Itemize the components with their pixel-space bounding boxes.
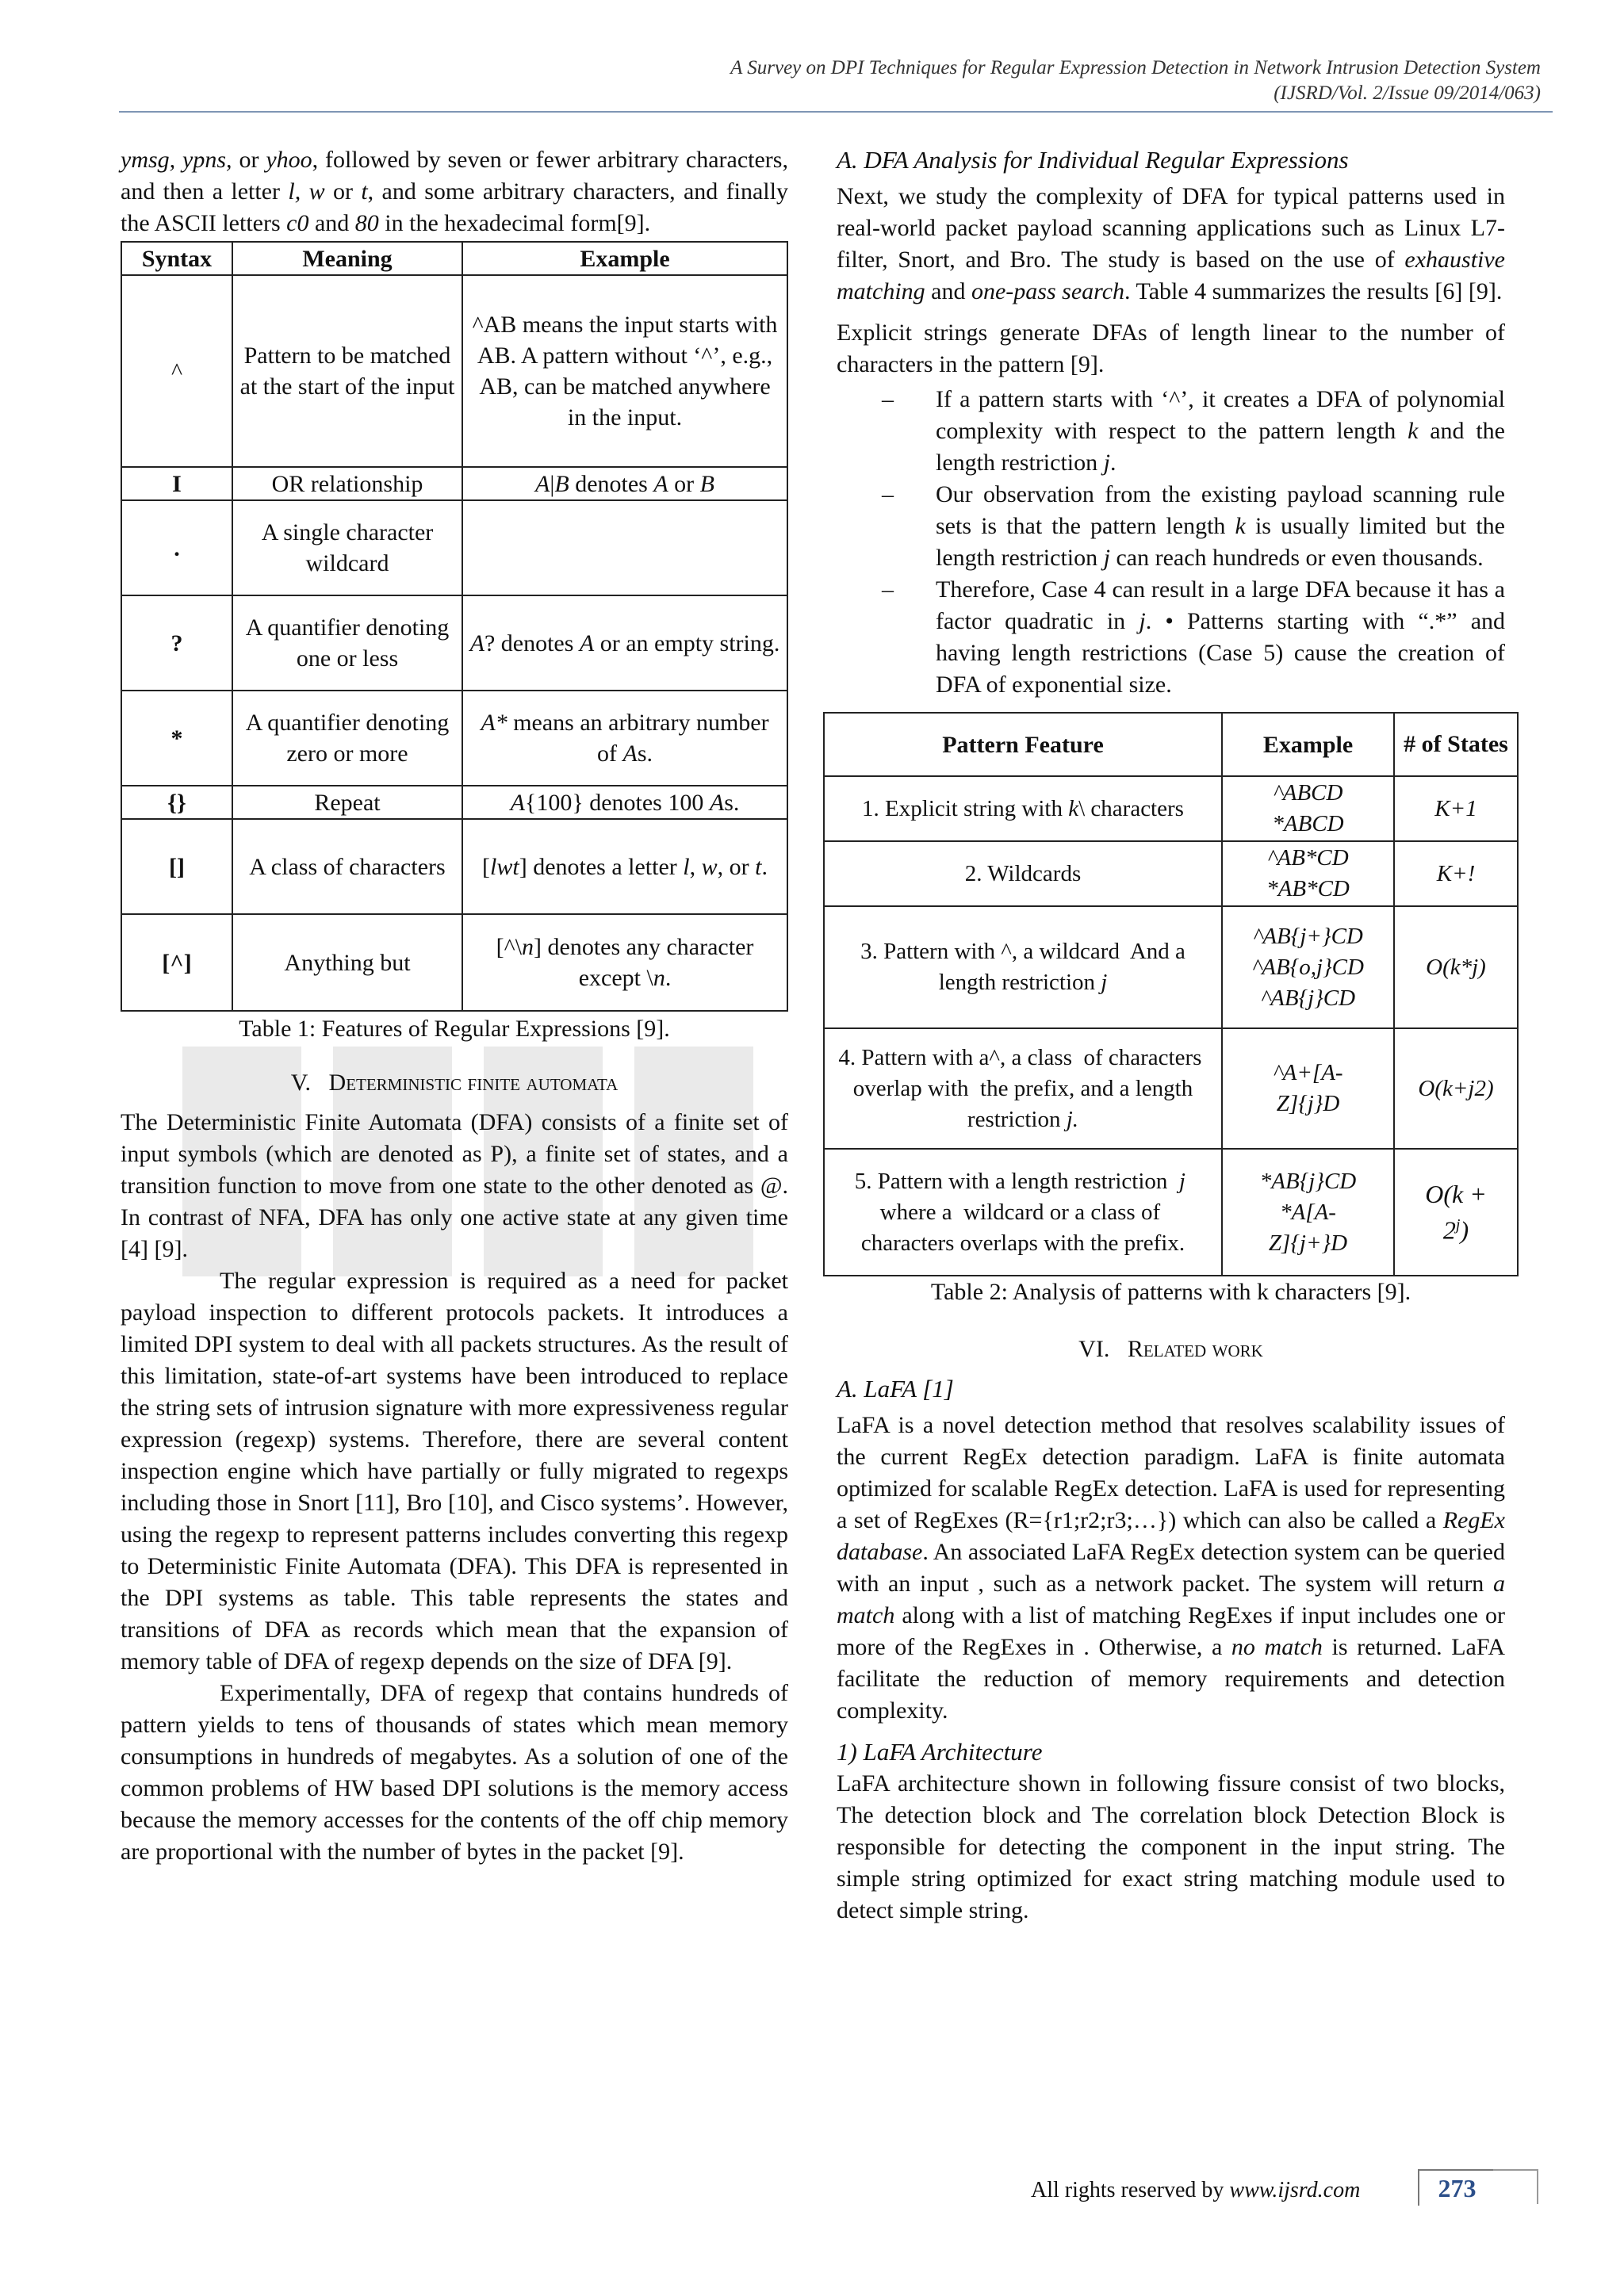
- table1-syntax: {}: [121, 786, 232, 819]
- table1-meaning: Pattern to be matched at the start of the input: [232, 275, 462, 467]
- section-vi-title: Related work: [1127, 1336, 1263, 1362]
- analysis-paragraph-2: Explicit strings generate DFAs of length linear to the number of characters in the pattern [9].: [837, 320, 1505, 377]
- table2-states: K+1: [1394, 776, 1518, 841]
- right-column: [837, 144, 1508, 1927]
- table1-meaning: OR relationship: [232, 467, 462, 500]
- list-item: – Therefore, Case 4 can result in a large DFA because it has a factor quadratic in j. • Patterns starting with “.*” and having length restrictions (Case 5) cause the creation of DFA of exponential size.: [936, 574, 1505, 701]
- table1-example: A{100} denotes 100 As.: [462, 786, 787, 819]
- table1-syntax: ?: [121, 595, 232, 691]
- table-row: [824, 776, 1518, 841]
- table2-example: ^AB*CD *AB*CD: [1222, 841, 1394, 906]
- table1-meaning: Anything but: [232, 914, 462, 1011]
- analysis-bullets: [837, 384, 1505, 701]
- list-item: – If a pattern starts with ‘^’, it creates a DFA of polynomial complexity with respect to the pattern length k and the length restriction j.: [936, 384, 1505, 479]
- table-row: [121, 691, 787, 786]
- table1-meaning: Repeat: [232, 786, 462, 819]
- table1-syntax: ^: [121, 275, 232, 467]
- table-row: [824, 906, 1518, 1028]
- dfa-paragraph-3: Experimentally, DFA of regexp that contains hundreds of pattern yields to tens of thousands of states which mean memory consumptions in hundreds of megabytes. As a solution of one of the common problems of HW based DPI solutions is the memory access because the memory accesses for the contents of the off chip memory are proportional with the number of bytes in the packet [9].: [121, 1680, 788, 1865]
- table2-header-example: Example: [1222, 713, 1394, 776]
- table2-feature: 1. Explicit string with k\ characters: [824, 776, 1222, 841]
- table2-feature: 5. Pattern with a length restriction j where a wildcard or a class of characters overlaps with the prefix.: [824, 1149, 1222, 1276]
- table2-states: K+!: [1394, 841, 1518, 906]
- table-row: [121, 275, 787, 467]
- table2-example: ^ABCD *ABCD: [1222, 776, 1394, 841]
- table-row: [121, 500, 787, 595]
- table1-example: ^AB means the input starts with AB. A pattern without ‘^’, e.g., AB, can be matched anywhere in the input.: [462, 275, 787, 467]
- section-v-heading: [121, 1067, 788, 1099]
- section-v-number: V.: [290, 1070, 312, 1096]
- subsection-lafa-architecture: 1) LaFA Architecture: [837, 1738, 1043, 1766]
- running-header-citation: (IJSRD/Vol. 2/Issue 09/2014/063): [1274, 82, 1541, 104]
- footer-rights: [1031, 2178, 1360, 2203]
- table-row: [121, 595, 787, 691]
- table1-header-meaning: Meaning: [232, 242, 462, 275]
- table1-example: A* means an arbitrary number of As.: [462, 691, 787, 786]
- table1-syntax: *: [121, 691, 232, 786]
- section-v-title: Deterministic finite automata: [328, 1070, 619, 1096]
- table-pattern-analysis: [823, 712, 1519, 1276]
- analysis-paragraph-1: Next, we study the complexity of DFA for typical patterns used in real-world packet payload scanning applications such as Linux L7-filter, Snort, and Bro. The study is based on the use of exhaustive matching and one-pass search. Table 4 summarizes the results [6] [9].: [837, 183, 1505, 304]
- table1-header-example: Example: [462, 242, 787, 275]
- header-rule: [119, 111, 1553, 113]
- section-vi-number: VI.: [1078, 1336, 1110, 1362]
- table-row: [121, 914, 787, 1011]
- table1-example: [lwt] denotes a letter l, w, or t.: [462, 819, 787, 914]
- table2-feature: 3. Pattern with ^, a wildcard And a length restriction j: [824, 906, 1222, 1028]
- intro-paragraph: ymsg, ypns, or yhoo, followed by seven or fewer arbitrary characters, and then a letter l, w or t, and some arbitrary characters, and finally the ASCII letters c0 and 80 in the hexadecimal form[9].: [121, 147, 788, 236]
- footer-site-link[interactable]: www.ijsrd.com: [1229, 2178, 1361, 2202]
- table1-example: [^\n] denotes any character except \n.: [462, 914, 787, 1011]
- table1-meaning: A quantifier denoting one or less: [232, 595, 462, 691]
- table2-header-states: # of States: [1394, 713, 1518, 776]
- table2-header-feature: Pattern Feature: [824, 713, 1222, 776]
- page-number: 273: [1418, 2169, 1495, 2206]
- table2-states: O(k + $2^j$): [1394, 1149, 1518, 1276]
- page-number-frame: [1493, 2169, 1538, 2204]
- lafa-architecture-paragraph: LaFA architecture shown in following fissure consist of two blocks, The detection block and The correlation block Detection Block is responsible for detecting the component in the input string. The simple string optimized for exact string matching module used to detect simple string.: [837, 1770, 1505, 1923]
- table-regex-features: [121, 241, 788, 1012]
- footer-rights-text: All rights reserved by: [1031, 2178, 1224, 2202]
- table-row: [121, 786, 787, 819]
- table2-states: O(k+j2): [1394, 1028, 1518, 1149]
- section-vi-heading: [837, 1334, 1505, 1365]
- table-row: [824, 1028, 1518, 1149]
- list-item: – Our observation from the existing payload scanning rule sets is that the pattern length k is usually limited but the length restriction j can reach hundreds or even thousands.: [936, 479, 1505, 574]
- dfa-paragraph-2: The regular expression is required as a need for packet payload inspection to different protocols packets. It introduces a limited DPI system to deal with all packets structures. As the result of this limitation, state-of-art systems have been introduced to replace the string sets of intrusion signature with more expressiveness regular expression (regexp) systems. Therefore, there are several content inspection engine which have partially or fully migrated to regexps including those in Snort [11], Bro [10], and Cisco systems’. However, using the regexp to represent patterns includes converting this regexp to Deterministic Finite Automata (DFA). This DFA is represented in the DPI systems as table. This table represents the states and transitions of DFA as records which mean that the expansion of memory table of DFA of regexp depends on the size of DFA [9].: [121, 1268, 788, 1674]
- table1-example: A? denotes A or an empty string.: [462, 595, 787, 691]
- table1-syntax: []: [121, 819, 232, 914]
- left-column: [121, 144, 788, 1868]
- table-row: [824, 1149, 1518, 1276]
- table2-feature: 4. Pattern with a^, a class of characters overlap with the prefix, and a length restriction j.: [824, 1028, 1222, 1149]
- table1-syntax: I: [121, 467, 232, 500]
- running-header-title: A Survey on DPI Techniques for Regular Expression Detection in Network Intrusion Detection System: [730, 57, 1541, 78]
- subsection-dfa-analysis: A. DFA Analysis for Individual Regular Expressions: [837, 146, 1349, 174]
- table1-caption: Table 1: Features of Regular Expressions [9].: [239, 1016, 670, 1042]
- table1-syntax: [^]: [121, 914, 232, 1011]
- table1-example: A|B denotes A or B: [462, 467, 787, 500]
- table-row: [121, 819, 787, 914]
- table2-example: *AB{j}CD *A[A- Z]{j+}D: [1222, 1149, 1394, 1276]
- table2-states: O(k*j): [1394, 906, 1518, 1028]
- table1-meaning: A quantifier denoting zero or more: [232, 691, 462, 786]
- table1-meaning: A single character wildcard: [232, 500, 462, 595]
- subsection-lafa: A. LaFA [1]: [837, 1375, 954, 1402]
- dfa-paragraph-1: The Deterministic Finite Automata (DFA) consists of a finite set of input symbols (which are denoted as P), a finite set of states, and a transition function to move from one state to the other denoted as @. In contrast of NFA, DFA has only one active state at any given time [4] [9].: [121, 1109, 788, 1262]
- table2-example: ^A+[A- Z]{j}D: [1222, 1028, 1394, 1149]
- table1-header-syntax: Syntax: [121, 242, 232, 275]
- table2-feature: 2. Wildcards: [824, 841, 1222, 906]
- table-row: [121, 467, 787, 500]
- table1-example: [462, 500, 787, 595]
- table2-caption: Table 2: Analysis of patterns with k characters [9].: [930, 1279, 1411, 1305]
- table1-syntax: .: [121, 500, 232, 595]
- table-row: [824, 841, 1518, 906]
- lafa-paragraph: LaFA is a novel detection method that resolves scalability issues of the current RegEx detection paradigm. LaFA is finite automata optimized for scalable RegEx detection. LaFA is used for representing a set of RegExes (R={r1;r2;r3;…}) which can also be called a RegEx database. An associated LaFA RegEx detection system can be queried with an input , such as a network packet. The system will return a match along with a list of matching RegExes if input includes one or more of the RegExes in . Otherwise, a no match is returned. LaFA facilitate the reduction of memory requirements and detection complexity.: [837, 1412, 1505, 1724]
- table1-meaning: A class of characters: [232, 819, 462, 914]
- table2-example: ^AB{j+}CD ^AB{o,j}CD ^AB{j}CD: [1222, 906, 1394, 1028]
